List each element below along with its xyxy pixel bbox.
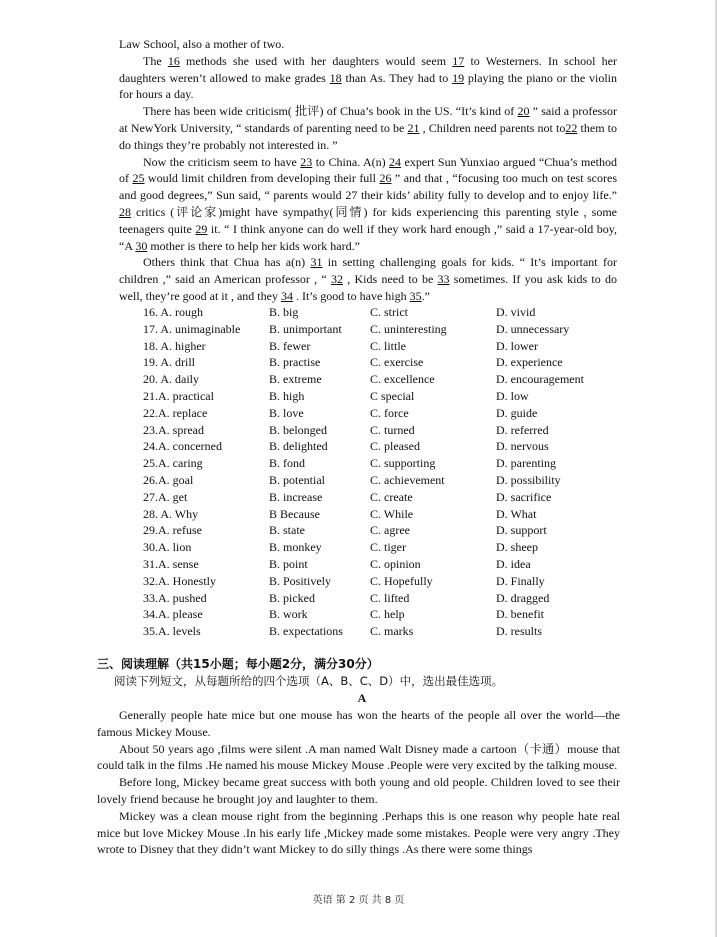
option-b: B. unimportant [269,321,342,336]
blank-29: 29 [195,221,208,236]
option-d: D. unnecessary [496,321,570,336]
paragraph-1: Law School, also a mother of two. [119,37,285,51]
option-b: B. extreme [269,372,322,387]
option-a: 27.A. get [143,489,188,504]
option-a: 18. A. higher [143,338,206,353]
option-a: 24.A. concerned [143,439,222,454]
answer-options-table [143,304,623,640]
option-c: C. pleased [370,439,420,454]
text: There has been wide criticism( 批评) of Chua’s book in the US. “It’s kind of [143,104,518,119]
option-d: D. guide [496,405,538,420]
option-c: C. While [370,506,414,521]
option-d: D. lower [496,338,538,353]
option-a: 29.A. refuse [143,523,202,538]
blank-32: 32 [331,272,343,287]
option-d: D. dragged [496,590,550,605]
blank-16: 16 [167,53,180,68]
option-d: D. support [496,523,547,538]
option-c: C. strict [370,305,408,319]
option-row [143,489,623,506]
reading-passage-a [97,707,620,858]
option-c: C. little [370,338,406,353]
option-b: B. potential [269,472,325,487]
blank-18: 18 [329,70,342,85]
option-a: 16. A. rough [143,305,203,319]
text: ” and that , “focusing too much on test scores and good degrees,” Sun said, “ parents would 27 their kids’ ability fully to develop and to enjoy life.” [119,171,618,203]
text: to China. A(n) [312,154,390,169]
option-b: B. monkey [269,540,322,555]
blank-19: 19 [452,70,465,85]
option-c: C special [370,388,415,403]
paragraph-3 [119,103,617,153]
option-b: B. big [269,305,299,319]
reading-paragraph: About 50 years ago ,films were silent .A man named Walt Disney made a cartoon（卡通）mouse that could talk in the films .He named his mouse Mickey Mouse .People were very excited by the talking mouse. [97,741,620,773]
option-d: D. experience [496,355,563,370]
option-c: C. uninteresting [370,321,447,336]
text: them to do things they’re probably not interested in. ” [119,120,618,152]
option-a: 22.A. replace [143,405,208,420]
option-a: 20. A. daily [143,372,199,387]
option-b: B. Positively [269,573,332,588]
option-c: C. lifted [370,590,410,605]
option-row [143,438,623,455]
option-a: 21.A. practical [143,388,214,403]
blank-21: 21 [407,120,420,135]
blank-35: 35 [409,288,422,303]
option-b: B. belonged [269,422,327,437]
option-a: 31.A. sense [143,556,199,571]
option-c: C. turned [370,422,415,437]
text: critics (评论家)might have sympathy(同情) for kids experiencing this parenting style , some teenagers quite [119,204,617,236]
option-d: D. low [496,388,529,403]
text: would limit children from developing their full [144,171,380,186]
option-c: C. force [370,405,409,420]
option-b: B. delighted [269,439,328,454]
option-a: 30.A. lion [143,540,192,555]
text: expert Sun Yunxiao argued “Chua’s method of [119,154,617,186]
paragraph-2 [119,53,617,103]
blank-26: 26 [379,171,392,186]
blank-22: 22 [565,120,578,135]
text: methods she used with her daughters would seem [179,53,453,68]
option-c: C. help [370,607,405,622]
option-row [143,472,623,489]
option-row [143,422,623,439]
option-row [143,573,623,590]
option-c: C. exercise [370,355,424,370]
option-a: 17. A. unimaginable [143,321,241,336]
option-b: B. work [269,607,308,622]
option-d: D. vivid [496,305,536,319]
blank-31: 31 [310,255,323,270]
option-b: B. high [269,388,305,403]
text: , Children need parents not to [419,120,566,135]
option-c: C. Hopefully [370,573,433,588]
option-row [143,539,623,556]
option-b: B. expectations [269,624,343,639]
option-b: B. point [269,556,308,571]
reading-paragraph: Mickey was a clean mouse right from the beginning .Perhaps this is one reason why people hate real mice but love Mickey Mouse .In his early life ,Mickey made some mistakes. People were very angry .They wrote to Disney that they didn’t want Mickey to do silly things .As there were some things [97,808,620,857]
text: playing the piano or the violin for hours a day. [119,70,617,102]
option-d: D. referred [496,422,549,437]
option-d: D. encouragement [496,372,584,387]
option-b: B. love [269,405,304,420]
blank-17: 17 [452,53,465,68]
option-row [143,455,623,472]
option-a: 19. A. drill [143,355,196,370]
option-c: C. agree [370,523,410,538]
option-row [143,556,623,573]
option-a: 32.A. Honestly [143,573,216,588]
passage-letter: A [357,691,367,705]
cloze-passage [119,36,617,305]
option-a: 28. A. Why [143,506,199,521]
text: Others think that Chua has a(n) [143,255,311,270]
option-d: D. What [496,506,537,521]
option-a: 33.A. pushed [143,590,207,605]
option-row [143,338,623,355]
option-b: B Because [269,506,320,521]
option-row [143,522,623,539]
option-row [143,354,623,371]
section-instruction: 阅读下列短文，从每题所给的四个选项（A、B、C、D）中，选出最佳选项。 [114,674,504,688]
option-a: 23.A. spread [143,422,204,437]
option-c: C. supporting [370,456,436,471]
option-row [143,623,623,640]
text: to Westerners. In school her daughters weren’t allowed to make grades [119,53,618,85]
reading-paragraph: Before long, Mickey became great success with both young and old people. Children loved to see their lovely friend because he brought joy and laughter to them. [97,775,620,806]
option-row [143,590,623,607]
option-d: D. nervous [496,439,549,454]
text: in setting challenging goals for kids. “ It’s important for children ,” said an American professor , “ [119,255,617,287]
option-row [143,321,623,338]
option-d: D. sacrifice [496,489,552,504]
option-row [143,388,623,405]
paragraph-5 [119,254,617,304]
option-c: C. tiger [370,540,406,555]
text: ” said a professor at NewYork University, “ standards of parenting need to be [119,104,617,135]
option-d: D. idea [496,556,531,571]
text: .” [421,288,430,303]
blank-24: 24 [389,154,402,169]
option-c: C. excellence [370,372,435,387]
option-row [143,304,623,321]
option-a: 34.A. please [143,607,203,622]
reading-paragraph: Generally people hate mice but one mouse has won the hearts of the people all over the world—the famous Mickey Mouse. [97,708,620,739]
option-b: B. increase [269,489,323,504]
text: sometimes. If you ask kids to do well, they’re good at it , and they [119,272,618,303]
reading-section-header [97,656,627,707]
blank-23: 23 [300,154,313,169]
option-row [143,606,623,623]
option-d: D. results [496,624,542,639]
text: mother is there to help her kids work hard.” [147,238,360,253]
text: . It’s good to have high [292,288,410,303]
text: , Kids need to be [343,272,438,287]
option-a: 35.A. levels [143,624,201,639]
option-d: D. possibility [496,472,561,487]
text: Now the criticism seem to have [143,154,301,169]
option-c: C. create [370,489,413,504]
option-row [143,405,623,422]
option-b: B. state [269,523,305,538]
option-d: D. sheep [496,540,538,555]
option-b: B. picked [269,590,315,605]
blank-28: 28 [119,204,131,219]
option-b: B. fond [269,456,305,471]
text: The [143,53,168,68]
text: than As. They had to [341,70,453,85]
option-d: D. benefit [496,607,544,622]
option-d: D. parenting [496,456,556,471]
blank-20: 20 [517,104,530,119]
section-title: 三、阅读理解（共15小题；每小题2分，满分30分） [97,657,379,671]
text: it. “ I think anyone can do well if they work hard enough ,” said a 17-year-old boy, “A [119,221,617,253]
blank-25: 25 [132,171,145,186]
paragraph-4 [119,154,617,255]
option-b: B. fewer [269,338,311,353]
blank-30: 30 [135,238,148,253]
option-c: C. achievement [370,472,445,487]
blank-34: 34 [280,288,293,303]
option-c: C. marks [370,624,414,639]
option-a: 26.A. goal [143,472,194,487]
option-a: 25.A. caring [143,456,203,471]
blank-33: 33 [437,272,450,287]
option-b: B. practise [269,355,321,370]
page-footer: 英语 第 2 页 共 8 页 [312,895,405,906]
option-row [143,371,623,388]
option-row [143,506,623,523]
option-c: C. opinion [370,556,421,571]
option-d: D. Finally [496,573,545,588]
